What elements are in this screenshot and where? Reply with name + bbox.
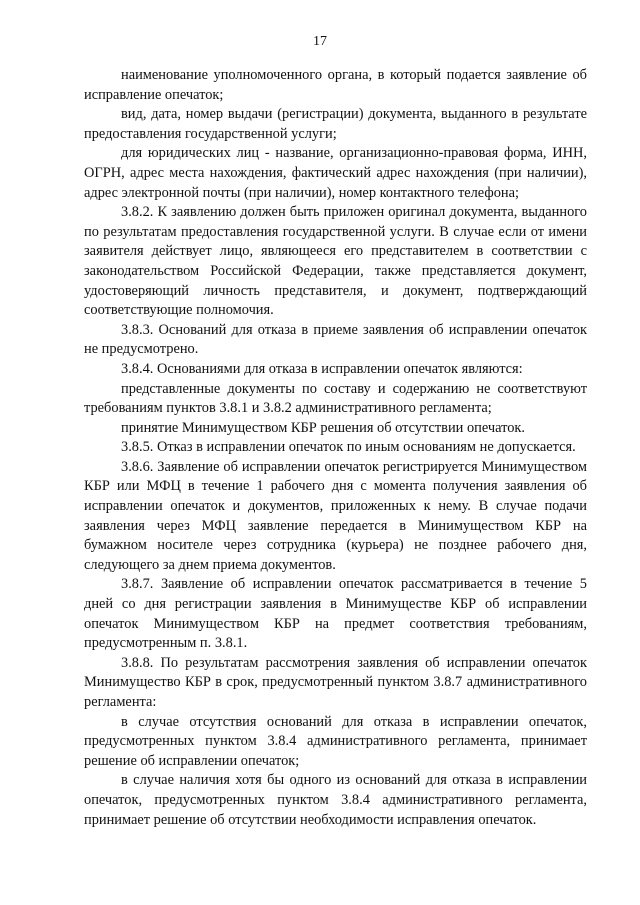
paragraph-3-8-3: 3.8.3. Оснований для отказа в приеме заявления об исправлении опечаток не предусмотрено. [84,321,587,358]
paragraph-legal-entity-details: для юридических лиц - название, организационно-правовая форма, ИНН, ОГРН, адрес места нахождения, фактический адрес нахождения (при наличии), адрес электронной почты (при наличии), номер контактного телефона; [84,145,587,201]
paragraph-3-8-5: 3.8.5. Отказ в исправлении опечаток по иным основаниям не допускается. [121,439,576,456]
paragraph-3-8-8: 3.8.8. По результатам рассмотрения заявления об исправлении опечаток Минимущество КБР в срок, предусмотренный пунктом 3.8.7 административного регламента: [84,654,587,710]
paragraph-refusal-ground-1: представленные документы по составу и содержанию не соответствуют требованиям пунктов 3.8.1 и 3.8.2 административного регламента; [84,380,587,417]
paragraph-document-details: вид, дата, номер выдачи (регистрации) документа, выданного в результате предоставления государственной услуги; [84,106,587,142]
paragraph-3-8-7: 3.8.7. Заявление об исправлении опечаток рассматривается в течение 5 дней со дня регистрации заявления в Минимуществе КБР об исправлении опечаток Минимуществом КБР на предмет соответствия требованиям, предусмотренным п. 3.8.1. [84,576,587,652]
paragraph-refusal-ground-2: принятие Минимуществом КБР решения об отсутствии опечаток. [121,419,526,436]
paragraph-decision-no-correction: в случае наличия хотя бы одного из оснований для отказа в исправлении опечаток, предусмотренных пунктом 3.8.4 административного регламента, принимает решение об отсутствии необходимости исправления опечаток. [84,772,587,828]
paragraph-decision-correction: в случае отсутствия оснований для отказа в исправлении опечаток, предусмотренных пунктом 3.8.4 административного регламента, принимает решение об исправлении опечаток; [84,713,587,769]
paragraph-3-8-4: 3.8.4. Основаниями для отказа в исправлении опечаток являются: [121,360,523,377]
paragraph-3-8-2: 3.8.2. К заявлению должен быть приложен оригинал документа, выданного по результатам предоставления государственной услуги. В случае если от имени заявителя действует лицо, являющееся его представителем в соответствии с законодательством Российской Федерации, также представляется документ, удостоверяющий личность представителя, и документ, подтверждающий соответствующие полномочия. [84,204,587,319]
document-body [84,66,587,830]
paragraph-3-8-6: 3.8.6. Заявление об исправлении опечаток регистрируется Минимуществом КБР или МФЦ в течение 1 рабочего дня с момента получения заявления об исправлении опечаток и документов, приложенных к нему. В случае подачи заявления через МФЦ заявление передается в Минимуществом КБР на бумажном носителе через сотрудника (курьера) не позднее рабочего дня, следующего за днем приема документов. [84,458,587,573]
page-number: 17 [313,34,327,49]
paragraph-authority-name: наименование уполномоченного органа, в который подается заявление об исправление опечаток; [84,67,587,103]
